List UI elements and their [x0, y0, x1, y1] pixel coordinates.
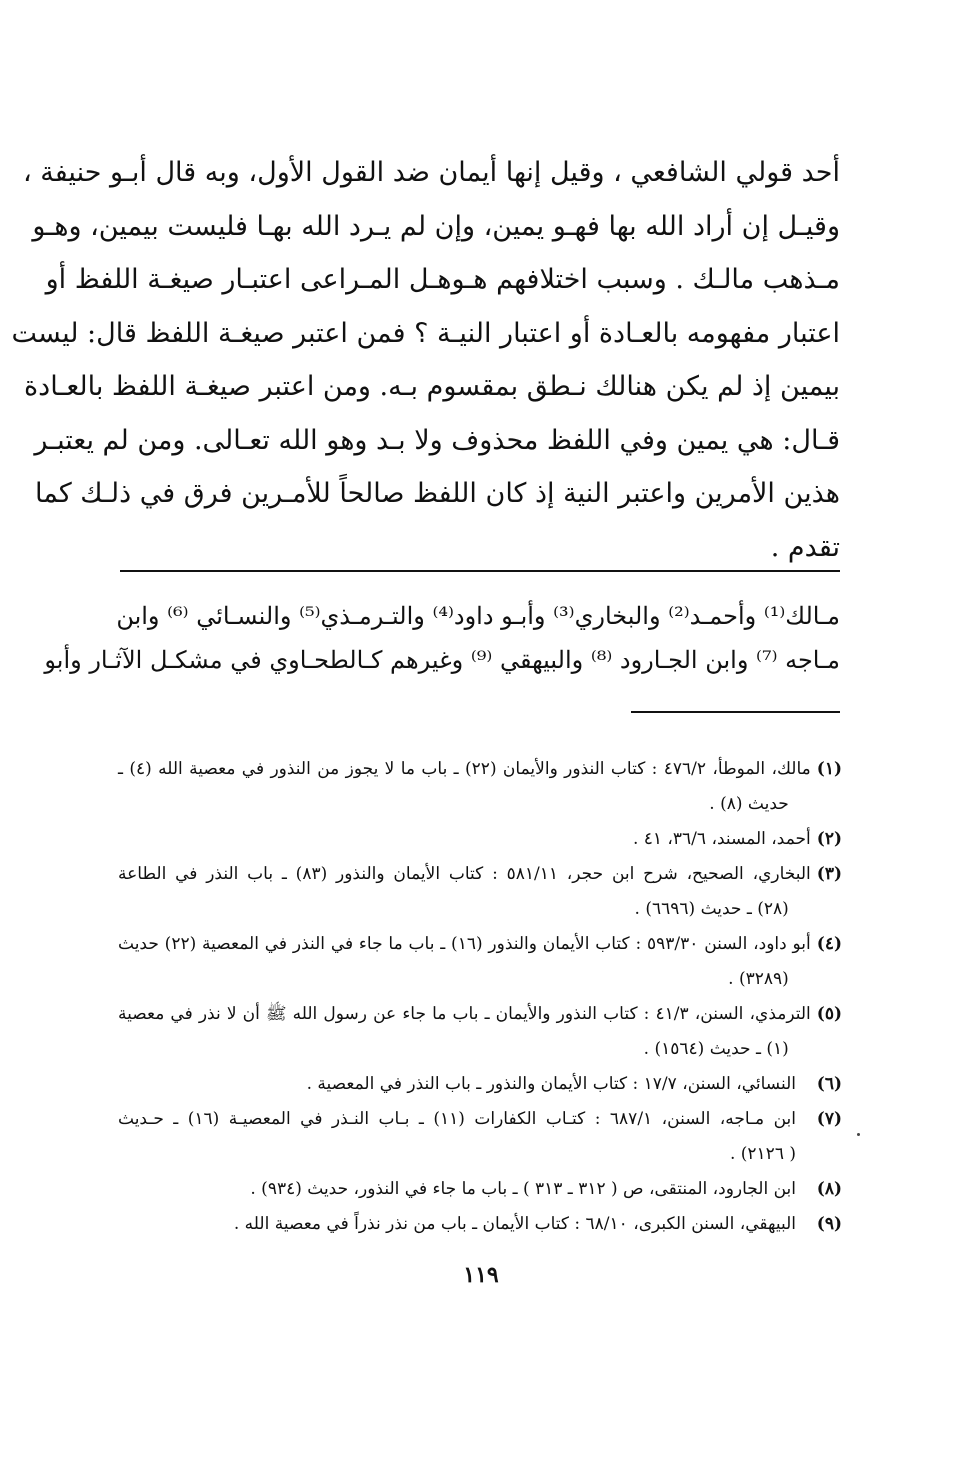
footnote-8 — [118, 1172, 842, 1207]
footnote-number: (٨) — [816, 1179, 842, 1199]
main-line-5: بيمين إذ لم يكن هنالك نـطق بمقسوم بـه. ومن اعتبر صيغـة اللفظ بالعـادة — [24, 371, 840, 402]
footnote-4 — [118, 927, 842, 997]
footnote-number: (٤) — [816, 934, 842, 954]
footnote-5 — [118, 997, 842, 1067]
footnote-text: (٣٢٨٩) . — [728, 969, 789, 989]
footnote-number: (٧) — [816, 1109, 842, 1129]
footnote-text: (٢٨) ـ حديث (٦٦٩٦) . — [634, 899, 789, 919]
footnote-number: (٣) — [816, 864, 842, 884]
footnote-text: مالك، الموطأ، ٤٧٦/٢ : كتاب النذور والأيمان (٢٢) ـ باب ما لا يجوز من النذور في معصية الله (٤) ـ — [118, 759, 811, 779]
footnote-6 — [118, 1067, 842, 1102]
footnote-text: الترمذي، السنن، ٤١/٣ : كتاب النذور والأيمان ـ باب ما جاء عن رسول الله ﷺ أن لا نذر في معصية — [118, 1004, 811, 1024]
footnote-text: ابن مـاجه، السنن، ٦٨٧/١ : كتـاب الكفارات (١١) ـ بـاب النـذر في المعصيـة (١٦) ـ حـديث — [118, 1109, 797, 1129]
footnote-divider — [631, 711, 840, 713]
footnote-text: ابن الجارود، المنتقى، ص ( ٣١٢ ـ ٣١٣ ) ـ باب ما جاء في النذور، حديث (٩٣٤) . — [250, 1179, 796, 1199]
main-paragraph — [11, 146, 840, 574]
scan-speck — [857, 1133, 860, 1136]
main-line-3: مـذهب مالـك . وسبب اختلافهم هـوهـل المـراعى اعتبـار صيغـة اللفظ أو — [45, 264, 840, 295]
main-line-8: تقدم . — [770, 531, 840, 563]
footnote-number: (١) — [816, 759, 842, 779]
main-line-2: وقيـل إن أراد الله بها فهـو يمين، وإن لم يـرد الله بهـا فليست بيمين، وهـو — [32, 210, 840, 242]
narration-line-1: مـالك⁽¹⁾ وأحمـد⁽²⁾ والبخاري⁽³⁾ وأبـو داود⁽⁴⁾ والتـرمـذي⁽⁵⁾ والنسـائي ⁽⁶⁾ وابن — [116, 602, 840, 630]
section-divider — [120, 570, 840, 572]
footnote-2 — [118, 822, 842, 857]
main-line-6: قـال: هي يمين وفي اللفظ محذوف ولا بـد وهو الله تعـالى. ومن لم يعتبـر — [34, 424, 840, 456]
footnote-7 — [118, 1102, 842, 1172]
footnote-text: النسائي، السنن، ١٧/٧ : كتاب الأيمان والنذور ـ باب النذر في المعصية . — [306, 1074, 796, 1094]
footnote-text: ( ٢١٢٦) . — [729, 1144, 796, 1164]
footnote-1 — [118, 752, 842, 822]
footnote-text: أحمد، المسند، ٣٦/٦، ٤١ . — [632, 829, 811, 849]
narration-paragraph — [44, 594, 840, 682]
footnote-3 — [118, 857, 842, 927]
footnote-9 — [118, 1207, 842, 1242]
footnote-text: أبو داود، السنن ٥٩٣/٣٠ : كتاب الأيمان والنذور (١٦) ـ باب ما جاء في النذر في المعصية (٢٢) حديث — [118, 934, 811, 954]
narration-line-2: مـاجه ⁽⁷⁾ وابن الجـارود ⁽⁸⁾ والبيهقي ⁽⁹⁾ وغيرهم كـالطحـاوي في مشكـل الآثـار وأبو — [44, 646, 840, 674]
main-line-7: هذين الأمرين واعتبر النية إذ كان اللفظ صالحاً للأمـرين فرق في ذلـك كما — [34, 478, 840, 509]
main-line-4: اعتبار مفهومه بالعـادة أو اعتبار النيـة ؟ فمن اعتبر صيغـة اللفظ قال: ليست — [11, 317, 840, 349]
footnote-text: البيهقي، السنن الكبرى، ٦٨/١٠ : كتاب الأيمان ـ باب من نذر نذراً في معصية الله . — [233, 1214, 796, 1234]
main-line-1: أحد قولي الشافعي ، وقيل إنها أيمان ضد القول الأول، وبه قال أبـو حنيفة ، — [22, 157, 840, 188]
footnote-text: (١) ـ حديث (١٥٦٤) . — [643, 1039, 789, 1059]
footnote-text: البخاري، الصحيح، شرح ابن حجر، ٥٨١/١١ : كتاب الأيمان والنذور (٨٣) ـ باب النذر في الطاعة — [118, 864, 811, 884]
footnote-number: (٦) — [816, 1074, 842, 1094]
footnote-number: (٢) — [816, 829, 842, 849]
page-number: ١١٩ — [463, 1262, 499, 1288]
footnote-number: (٩) — [816, 1214, 842, 1234]
footnote-text: حديث (٨) . — [709, 794, 789, 814]
footnote-number: (٥) — [816, 1004, 842, 1024]
footnotes-list — [118, 752, 842, 1242]
